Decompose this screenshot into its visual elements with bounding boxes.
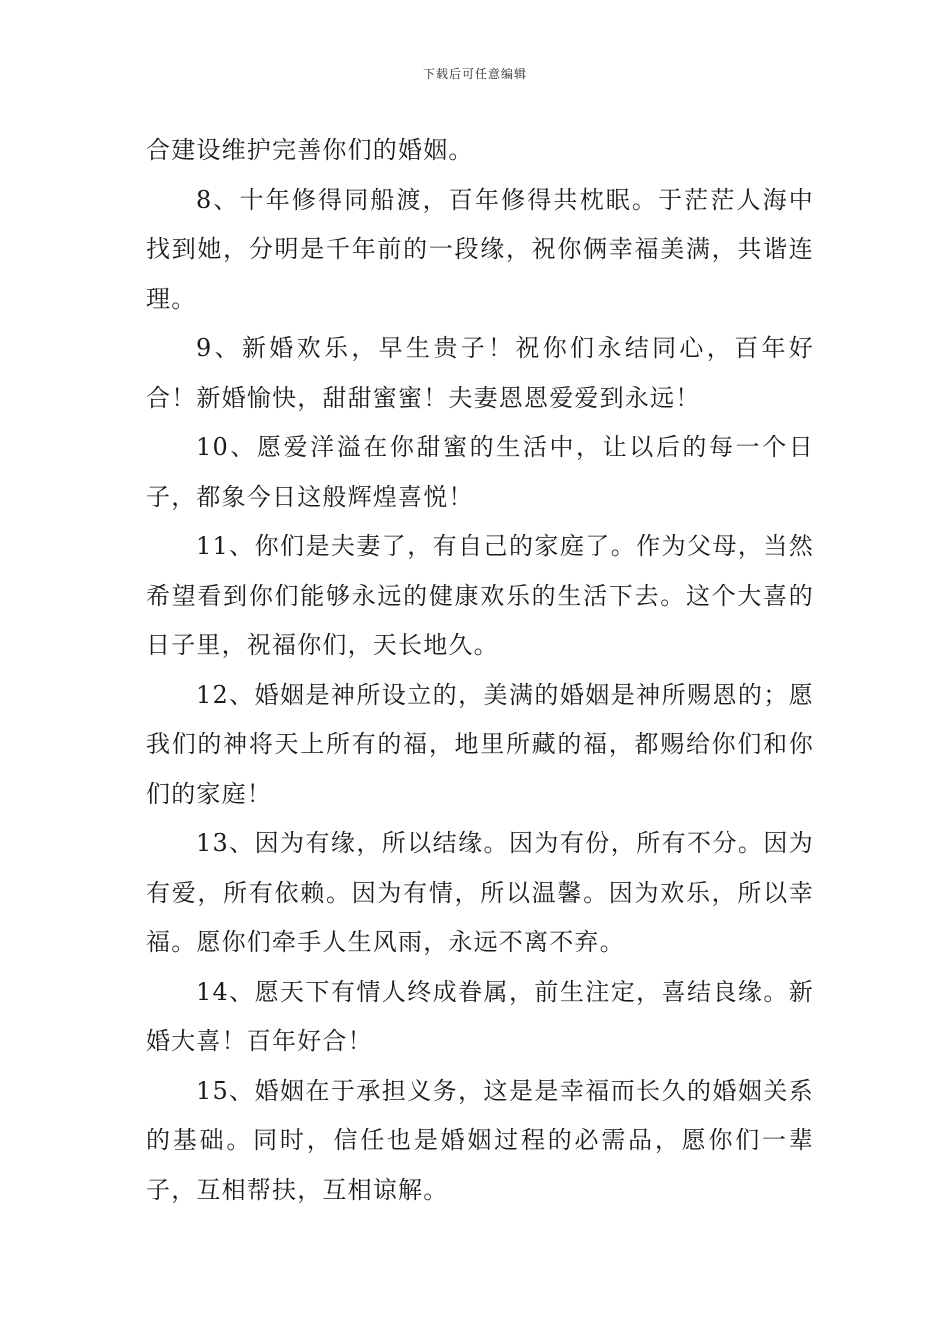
paragraph-item-13: 13、因为有缘，所以结缘。因为有份，所有不分。因为有爱，所有依赖。因为有情，所以温馨。因为欢乐，所以幸福。愿你们牵手人生风雨，永远不离不弃。 bbox=[146, 829, 814, 956]
paragraph-item-10: 10、愿爱洋溢在你甜蜜的生活中，让以后的每一个日子，都象今日这般辉煌喜悦！ bbox=[146, 433, 814, 511]
paragraph-item-12: 12、婚姻是神所设立的，美满的婚姻是神所赐恩的；愿我们的神将天上所有的福，地里所藏的福，都赐给你们和你们的家庭！ bbox=[146, 680, 814, 808]
document-body bbox=[146, 126, 814, 1215]
paragraph-continuation: 合建设维护完善你们的婚姻。 bbox=[146, 136, 474, 164]
paragraph-item-14: 14、愿天下有情人终成眷属，前生注定，喜结良缘。新婚大喜！百年好合！ bbox=[146, 977, 814, 1055]
paragraph-item-15: 15、婚姻在于承担义务，这是是幸福而长久的婚姻关系的基础。同时，信任也是婚姻过程的必需品，愿你们一辈子，互相帮扶，互相谅解。 bbox=[146, 1076, 814, 1204]
page-header: 下载后可任意编辑 bbox=[422, 67, 527, 81]
paragraph-item-8: 8、十年修得同船渡，百年修得共枕眠。于茫茫人海中找到她，分明是千年前的一段缘，祝你俩幸福美满，共谐连理。 bbox=[146, 185, 814, 313]
paragraph-item-9: 9、新婚欢乐，早生贵子！祝你们永结同心，百年好合！新婚愉快，甜甜蜜蜜！夫妻恩恩爱爱到永远！ bbox=[146, 334, 814, 412]
paragraph-item-11: 11、你们是夫妻了，有自己的家庭了。作为父母，当然希望看到你们能够永远的健康欢乐的生活下去。这个大喜的日子里，祝福你们，天长地久。 bbox=[146, 532, 814, 659]
